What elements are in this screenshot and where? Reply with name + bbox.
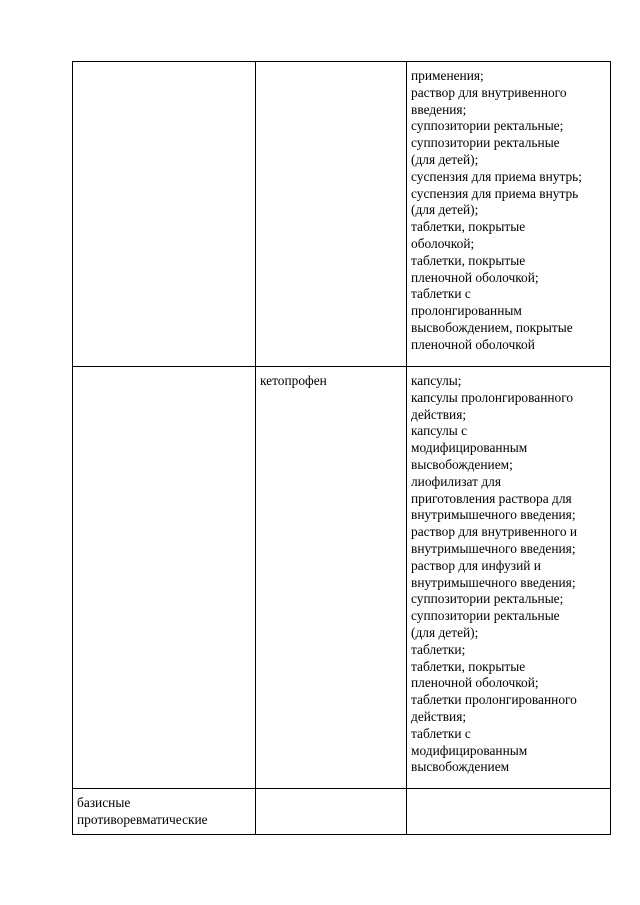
cell-text-line: таблетки, покрытые <box>411 252 526 268</box>
cell-text-line: (для детей); <box>411 151 479 167</box>
dosage-forms-cell <box>407 62 611 367</box>
cell-text-line: внутримышечного введения; <box>411 540 576 556</box>
cell-text-line: суспензия для приема внутрь <box>411 185 579 201</box>
cell-text-line: таблетки; <box>411 641 466 657</box>
cell-text-line: базисные <box>77 795 131 810</box>
cell-text-line: внутримышечного введения; <box>411 507 576 523</box>
cell-text-line: оболочкой; <box>411 235 475 251</box>
cell-text-line: капсулы; <box>411 373 462 388</box>
cell-text-line: таблетки, покрытые <box>411 658 526 674</box>
cell-text-line: введения; <box>411 101 467 117</box>
cell-text-line: суппозитории ректальные <box>411 608 560 624</box>
group-cell <box>73 367 256 789</box>
cell-text-line: капсулы пролонгированного <box>411 389 574 405</box>
cell-text-line: приготовления раствора для <box>411 490 572 506</box>
dosage-forms-cell <box>407 789 611 835</box>
cell-text-line: капсулы с <box>411 423 468 439</box>
group-cell <box>73 62 256 367</box>
cell-text-line: пленочной оболочкой; <box>411 269 539 285</box>
cell-text-line: таблетки, покрытые <box>411 219 526 235</box>
substance-cell <box>256 789 407 835</box>
cell-text-line: применения; <box>411 68 484 83</box>
cell-text-line: пролонгированным <box>411 303 522 319</box>
cell-text-line: раствор для инфузий и <box>411 557 541 573</box>
cell-text-line: модифицированным <box>411 742 528 758</box>
cell-text-line: действия; <box>411 406 467 422</box>
cell-text-line: высвобождением <box>411 759 510 775</box>
cell-text-line: (для детей); <box>411 624 479 640</box>
table-row <box>73 367 611 789</box>
cell-text-line: таблетки пролонгированного <box>411 692 577 708</box>
cell-text-line: высвобождением, покрытые <box>411 319 573 335</box>
cell-text-line: суппозитории ректальные <box>411 135 560 151</box>
substance-cell <box>256 62 407 367</box>
substance-cell <box>256 367 407 789</box>
dosage-forms-cell <box>407 367 611 789</box>
cell-text-line: таблетки с <box>411 286 471 302</box>
table-row <box>73 789 611 835</box>
table-row <box>73 62 611 367</box>
cell-text-line: высвобождением; <box>411 456 513 472</box>
cell-text-line: (для детей); <box>411 202 479 218</box>
cell-text-line: кетопрофен <box>260 373 327 388</box>
cell-text-line: таблетки с <box>411 725 471 741</box>
cell-text-line: суспензия для приема внутрь; <box>411 168 583 184</box>
drug-table <box>72 61 611 835</box>
cell-text-line: суппозитории ректальные; <box>411 591 564 607</box>
cell-text-line: действия; <box>411 708 467 724</box>
group-cell <box>73 789 256 835</box>
cell-text-line: лиофилизат для <box>411 473 501 489</box>
cell-text-line: суппозитории ректальные; <box>411 118 564 134</box>
cell-text-line: раствор для внутривенного <box>411 84 567 100</box>
cell-text-line: противоревматические <box>77 811 208 827</box>
cell-text-line: пленочной оболочкой; <box>411 675 539 691</box>
cell-text-line: пленочной оболочкой <box>411 336 535 352</box>
cell-text-line: внутримышечного введения; <box>411 574 576 590</box>
cell-text-line: модифицированным <box>411 440 528 456</box>
cell-text-line: раствор для внутривенного и <box>411 524 578 540</box>
